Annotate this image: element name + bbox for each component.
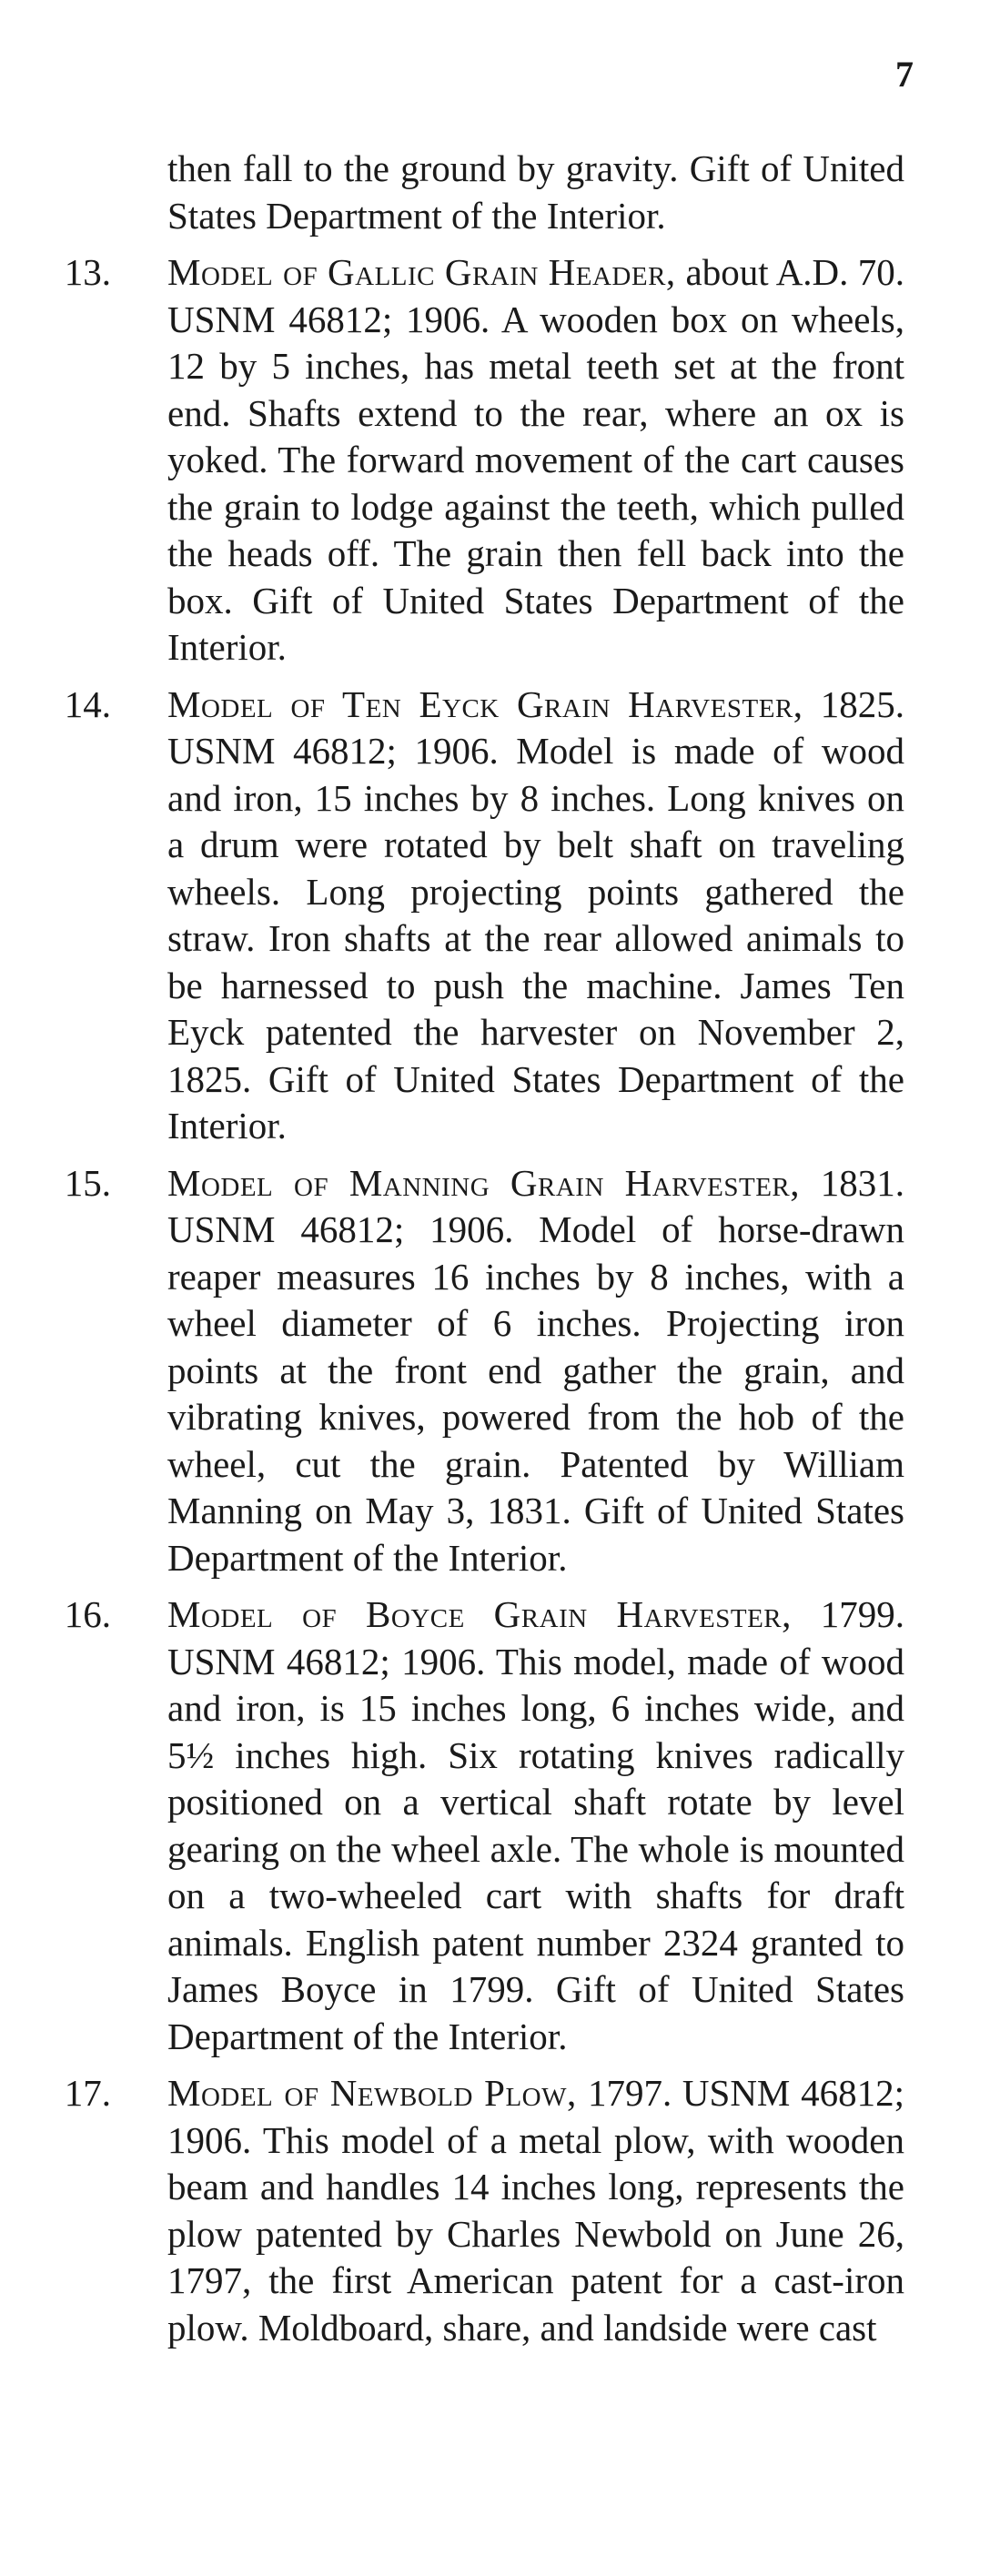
catalog-text [64, 146, 904, 2351]
entry-title: Model of Ten Eyck Grain Harvester, [167, 682, 821, 725]
entry-title: Model of Boyce Grain Harvester, [167, 1593, 821, 1635]
entry-body: 1825. USNM 46812; 1906. Model is made of wood and iron, 15 inches by 8 inches. Long knives on a drum were rotated by belt shaft on traveling wheels. Long projecting points gathered the straw. Iron shafts at the rear allowed animals to be harnessed to push the machine. James Ten Eyck patented the harvester on November 2, 1825. Gift of United States Department of the Interior. [167, 682, 904, 1147]
catalog-entry-16 [64, 1591, 904, 2060]
entry-title: Model of Newbold Plow, [167, 2072, 588, 2114]
catalog-entry-13 [64, 249, 904, 672]
entry-number: 16. [64, 1593, 111, 1635]
entry-body: 1797. USNM 46812; 1906. This model of a metal plow, with wooden beam and handles 14 inches long, represents the plow patented by Charles Newbold on June 26, 1797, the first American patent for a cast-iron plow. Moldboard, share, and landside were cast [167, 2072, 904, 2349]
entry-body: 1831. USNM 46812; 1906. Model of horse-drawn reaper measures 16 inches by 8 inches, with a wheel diameter of 6 inches. Projecting iron points at the front end gather the grain, and vibrating knives, powered from the hob of the wheel, cut the grain. Patented by William Manning on May 3, 1831. Gift of United States Department of the Interior. [167, 1161, 904, 1579]
entry-number: 13. [64, 251, 111, 293]
entry-number: 17. [64, 2072, 111, 2114]
entry-body: about A.D. 70. USNM 46812; 1906. A wooden box on wheels, 12 by 5 inches, has metal teeth set at the front end. Shafts extend to the rear, where an ox is yoked. The forward movement of the cart causes the grain to lodge against the teeth, which pulled the heads off. The grain then fell back into the box. Gift of United States Department of the Interior. [167, 251, 904, 668]
entry-title: Model of Manning Grain Harvester, [167, 1161, 821, 1204]
entry-number: 14. [64, 682, 111, 725]
catalog-entry-17 [64, 2070, 904, 2351]
catalog-entry-14 [64, 682, 904, 1150]
catalog-entry-15 [64, 1160, 904, 1582]
continued-paragraph: then fall to the ground by gravity. Gift of United States Department of the Interior. [167, 147, 904, 237]
entry-title: Model of Gallic Grain Header, [167, 251, 686, 293]
page-number: 7 [895, 54, 914, 95]
entry-number: 15. [64, 1161, 111, 1204]
entry-body: 1799. USNM 46812; 1906. This model, made of wood and iron, is 15 inches long, 6 inches wide, and 5½ inches high. Six rotating knives radically positioned on a vertical shaft rotate by level gearing on the wheel axle. The whole is mounted on a two-wheeled cart with shafts for draft animals. English patent number 2324 granted to James Boyce in 1799. Gift of United States Department of the Interior. [167, 1593, 904, 2057]
